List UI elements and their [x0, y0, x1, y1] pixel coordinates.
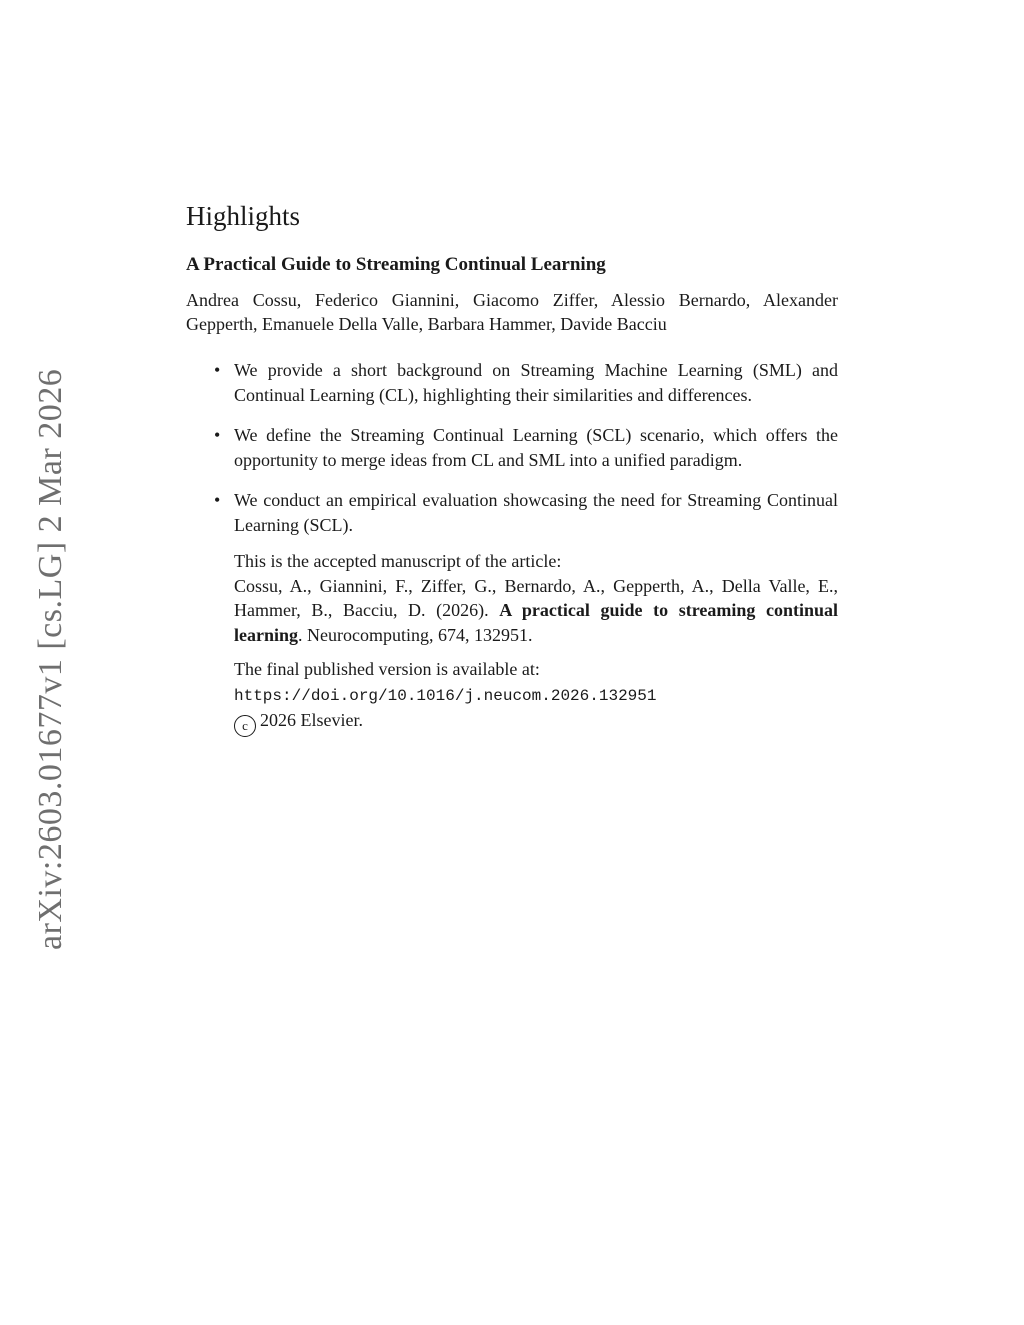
citation — [234, 574, 838, 648]
bullet-icon: • — [214, 490, 221, 511]
bullet-icon: • — [214, 360, 221, 381]
bullet-icon: • — [214, 425, 221, 446]
notice-intro: This is the accepted manuscript of the article: — [234, 551, 562, 572]
final-version-intro: The final published version is available at: — [234, 659, 540, 680]
copyright-icon: c — [234, 715, 256, 737]
highlight-item — [186, 488, 838, 537]
highlights-page — [186, 200, 838, 737]
highlight-text: We provide a short background on Streaming Machine Learning (SML) and Continual Learning (CL), highlighting their similarities and differences. — [234, 360, 838, 405]
highlight-item — [186, 358, 838, 407]
arxiv-identifier: arXiv:2603.01677v1 [cs.LG] 2 Mar 2026 — [32, 368, 69, 950]
citation-authors: Cossu, A., Giannini, F., Ziffer, G., Bernardo, A., Gepperth, A., Della Valle, E., Hammer, B., Bacciu, D. (2026). — [234, 575, 838, 621]
page-heading: Highlights — [186, 201, 301, 231]
doi-link[interactable]: https://doi.org/10.1016/j.neucom.2026.132951 — [234, 686, 657, 705]
citation-title: A practical guide to streaming continual learning — [234, 600, 838, 645]
manuscript-notice — [186, 549, 838, 647]
author-list: Andrea Cossu, Federico Giannini, Giacomo Ziffer, Alessio Bernardo, Alexander Gepperth, Emanuele Della Valle, Barbara Hammer, Davide Bacciu — [186, 290, 838, 335]
copyright-line — [234, 708, 838, 737]
paper-title: A Practical Guide to Streaming Continual Learning — [186, 254, 606, 276]
highlights-list — [186, 358, 838, 537]
highlight-item — [186, 423, 838, 472]
final-version-notice — [186, 657, 838, 737]
highlight-text: We conduct an empirical evaluation showcasing the need for Streaming Continual Learning (SCL). — [234, 490, 838, 535]
highlight-text: We define the Streaming Continual Learning (SCL) scenario, which offers the opportunity to merge ideas from CL and SML into a unified paradigm. — [234, 425, 838, 470]
copyright-text: 2026 Elsevier. — [260, 710, 363, 731]
citation-journal: . Neurocomputing, 674, 132951. — [298, 624, 533, 645]
